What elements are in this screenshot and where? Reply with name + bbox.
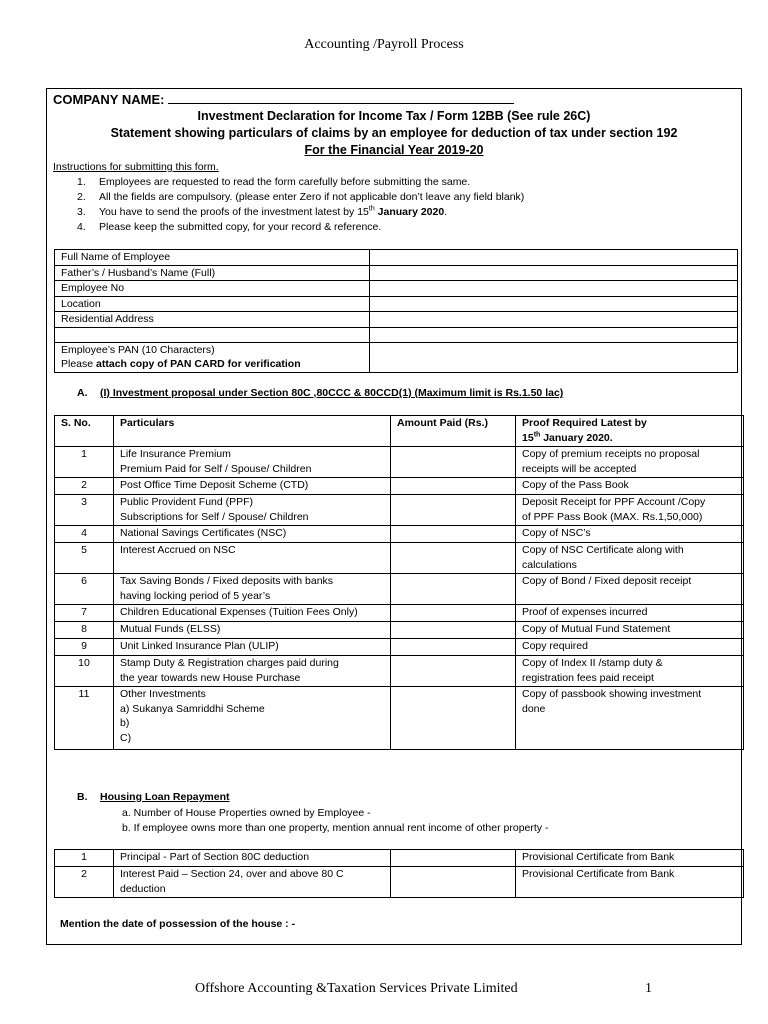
employee-field-value[interactable]	[370, 265, 738, 281]
proof-line: Provisional Certificate from Bank	[522, 868, 675, 880]
row-amount-input[interactable]	[391, 495, 516, 526]
particulars-line: having locking period of 5 year’s	[120, 589, 271, 602]
instruction-number: 1.	[77, 176, 86, 188]
section-b-letter: B.	[77, 791, 88, 803]
row-amount-input[interactable]	[391, 867, 516, 898]
proof-line: Deposit Receipt for PPF Account /Copy	[522, 496, 706, 508]
row-amount-input[interactable]	[391, 447, 516, 478]
proof-line: calculations	[522, 558, 577, 571]
row-particulars	[114, 478, 391, 495]
row-particulars	[114, 622, 391, 639]
row-proof	[516, 574, 744, 605]
proof-line: Proof of expenses incurred	[522, 606, 648, 618]
employee-pan-value[interactable]	[370, 342, 738, 372]
header-particulars: Particulars	[114, 416, 391, 447]
proof-line: receipts will be accepted	[522, 462, 637, 475]
particulars-line: deduction	[120, 882, 166, 895]
section-b-heading	[77, 791, 230, 803]
financial-year: For the Financial Year 2019-20	[304, 143, 484, 157]
instruction-item	[77, 205, 524, 220]
proof-line: Copy of NSC Certificate along with	[522, 544, 684, 556]
header-sno: S. No.	[55, 416, 114, 447]
row-proof	[516, 447, 744, 478]
row-proof	[516, 495, 744, 526]
employee-field-row	[55, 281, 738, 297]
instruction-item	[77, 175, 524, 190]
row-amount-input[interactable]	[391, 526, 516, 543]
row-proof	[516, 543, 744, 574]
row-sno: 3	[55, 495, 114, 526]
row-proof	[516, 639, 744, 656]
company-name-field[interactable]	[168, 91, 514, 104]
table-row	[55, 495, 744, 526]
row-particulars	[114, 687, 391, 750]
footer-company: Offshore Accounting &Taxation Services Private Limited	[195, 981, 518, 996]
instruction-text: Employees are requested to read the form carefully before submitting the same.	[99, 176, 471, 188]
employee-field-row	[55, 265, 738, 281]
row-particulars	[114, 639, 391, 656]
row-sno: 2	[55, 478, 114, 495]
particulars-line: Interest Paid – Section 24, over and above 80 C	[120, 868, 344, 880]
row-particulars	[114, 867, 391, 898]
header-proof	[516, 416, 744, 447]
table-row	[55, 478, 744, 495]
proof-line: Copy required	[522, 640, 588, 652]
section-a-title: (I) Investment proposal under Section 80C ,80CCC & 80CCD(1) (Maximum limit is Rs.1.50 lac)	[100, 387, 564, 399]
employee-field-label: Full Name of Employee	[55, 250, 370, 266]
row-sno: 8	[55, 622, 114, 639]
instruction-number: 2.	[77, 191, 86, 203]
row-sno: 1	[55, 447, 114, 478]
employee-field-value[interactable]	[370, 281, 738, 297]
page-number: 1	[645, 981, 652, 996]
proof-line: Provisional Certificate from Bank	[522, 851, 675, 863]
employee-field-row	[55, 327, 738, 342]
table-row	[55, 687, 744, 750]
employee-field-value[interactable]	[370, 296, 738, 312]
row-sno: 5	[55, 543, 114, 574]
row-amount-input[interactable]	[391, 605, 516, 622]
row-particulars	[114, 574, 391, 605]
row-particulars	[114, 447, 391, 478]
section-b-title: Housing Loan Repayment	[100, 791, 230, 803]
proof-line: Copy of Bond / Fixed deposit receipt	[522, 575, 692, 587]
employee-field-value[interactable]	[370, 327, 738, 342]
instruction-item	[77, 190, 524, 205]
row-amount-input[interactable]	[391, 574, 516, 605]
instruction-text: Please keep the submitted copy, for your record & reference.	[99, 221, 382, 233]
table-row	[55, 850, 744, 867]
housing-loan-table	[54, 849, 744, 898]
particulars-line: Children Educational Expenses (Tuition Fees Only)	[120, 606, 358, 618]
particulars-line: National Savings Certificates (NSC)	[120, 527, 287, 539]
investment-table-header	[55, 416, 744, 447]
instruction-bold: January 2020	[374, 206, 445, 218]
particulars-line: Interest Accrued on NSC	[120, 544, 236, 556]
particulars-line: b)	[120, 717, 130, 729]
form-subtitle: Statement showing particulars of claims by an employee for deduction of tax under section 192	[110, 126, 678, 140]
instruction-number: 4.	[77, 221, 86, 233]
table-row	[55, 526, 744, 543]
row-proof	[516, 622, 744, 639]
employee-field-row	[55, 250, 738, 266]
particulars-line: Post Office Time Deposit Scheme (CTD)	[120, 479, 309, 491]
pan-line1: Employee’s PAN (10 Characters)	[61, 343, 215, 356]
instruction-number: 3.	[77, 206, 86, 218]
instruction-text: All the fields are compulsory. (please enter Zero if not applicable don’t leave any field blank)	[99, 191, 525, 203]
instruction-tail: .	[444, 206, 448, 218]
row-particulars	[114, 656, 391, 687]
row-proof	[516, 605, 744, 622]
header-proof-line1: Proof Required Latest by	[522, 417, 647, 429]
header-proof-line2: 15th January 2020.	[522, 431, 613, 444]
proof-line: done	[522, 702, 546, 715]
form-frame	[46, 88, 742, 945]
employee-field-value[interactable]	[370, 312, 738, 328]
form-title: Investment Declaration for Income Tax / Form 12BB (See rule 26C)	[197, 109, 591, 123]
row-proof	[516, 656, 744, 687]
row-particulars	[114, 495, 391, 526]
employee-pan-label	[55, 342, 370, 372]
employee-field-label: Father’s / Husband’s Name (Full)	[55, 265, 370, 281]
table-row	[55, 622, 744, 639]
page-header: Accounting /Payroll Process	[304, 37, 464, 52]
page-footer	[195, 981, 665, 997]
row-sno: 7	[55, 605, 114, 622]
particulars-line: Mutual Funds (ELSS)	[120, 623, 221, 635]
particulars-line: Unit Linked Insurance Plan (ULIP)	[120, 640, 279, 652]
particulars-line: Tax Saving Bonds / Fixed deposits with banks	[120, 575, 334, 587]
table-row	[55, 543, 744, 574]
employee-field-row	[55, 312, 738, 328]
particulars-line: a) Sukanya Samriddhi Scheme	[120, 702, 265, 715]
section-a-heading	[77, 387, 563, 399]
proof-line: Copy of NSC’s	[522, 527, 591, 539]
row-proof	[516, 867, 744, 898]
particulars-line: Principal - Part of Section 80C deduction	[120, 851, 310, 863]
row-amount-input[interactable]	[391, 850, 516, 867]
row-amount-input[interactable]	[391, 543, 516, 574]
employee-field-label	[55, 327, 370, 342]
table-row	[55, 447, 744, 478]
possession-date-label: Mention the date of possession of the house : -	[60, 918, 296, 930]
row-proof	[516, 687, 744, 750]
particulars-line: C)	[120, 731, 132, 744]
instruction-item	[77, 220, 524, 235]
row-sno: 11	[55, 687, 114, 750]
row-amount-input[interactable]	[391, 639, 516, 656]
row-particulars	[114, 526, 391, 543]
table-row	[55, 867, 744, 898]
proof-line: Copy of passbook showing investment	[522, 688, 702, 700]
table-row	[55, 574, 744, 605]
particulars-line: Life Insurance Premium	[120, 448, 231, 460]
row-particulars	[114, 605, 391, 622]
row-sno: 2	[55, 867, 114, 898]
row-sno: 1	[55, 850, 114, 867]
section-b-note: b. If employee owns more than one property, mention annual rent income of other property -	[122, 822, 549, 834]
row-amount-input[interactable]	[391, 622, 516, 639]
section-b-note: a. Number of House Properties owned by Employee -	[122, 807, 371, 819]
row-amount-input[interactable]	[391, 687, 516, 750]
table-row	[55, 639, 744, 656]
proof-line: Copy of Mutual Fund Statement	[522, 623, 671, 635]
employee-pan-row	[55, 342, 738, 372]
particulars-line: Subscriptions for Self / Spouse/ Children	[120, 510, 309, 523]
proof-line: Copy of the Pass Book	[522, 479, 629, 491]
instruction-text: You have to send the proofs of the investment latest by 15	[99, 206, 369, 218]
particulars-line: Premium Paid for Self / Spouse/ Children	[120, 462, 312, 475]
employee-field-label: Employee No	[55, 281, 370, 297]
particulars-line: Stamp Duty & Registration charges paid during	[120, 657, 339, 669]
row-amount-input[interactable]	[391, 656, 516, 687]
row-proof	[516, 850, 744, 867]
employee-field-row	[55, 296, 738, 312]
proof-line: of PPF Pass Book (MAX. Rs.1,50,000)	[522, 510, 703, 523]
employee-details-table	[54, 249, 738, 373]
employee-field-label: Location	[55, 296, 370, 312]
row-sno: 9	[55, 639, 114, 656]
instructions-title: Instructions for submitting this form.	[53, 161, 219, 173]
company-name-row	[53, 91, 514, 107]
employee-field-label: Residential Address	[55, 312, 370, 328]
company-name-label: COMPANY NAME:	[53, 92, 165, 107]
row-proof	[516, 526, 744, 543]
proof-line: Copy of premium receipts no proposal	[522, 448, 700, 460]
particulars-line: Other Investments	[120, 688, 206, 700]
header-amount: Amount Paid (Rs.)	[391, 416, 516, 447]
row-sno: 4	[55, 526, 114, 543]
proof-line: Copy of Index II /stamp duty &	[522, 657, 663, 669]
particulars-line: the year towards new House Purchase	[120, 671, 301, 684]
pan-line2: Please attach copy of PAN CARD for verification	[61, 358, 301, 370]
row-sno: 6	[55, 574, 114, 605]
row-particulars	[114, 850, 391, 867]
row-sno: 10	[55, 656, 114, 687]
employee-field-value[interactable]	[370, 250, 738, 266]
section-a-letter: A.	[77, 387, 88, 399]
row-particulars	[114, 543, 391, 574]
proof-line: registration fees paid receipt	[522, 671, 654, 684]
row-proof	[516, 478, 744, 495]
table-row	[55, 656, 744, 687]
row-amount-input[interactable]	[391, 478, 516, 495]
section-b-notes	[122, 806, 548, 836]
table-row	[55, 605, 744, 622]
instruction-sup: th	[368, 205, 375, 213]
investment-table	[54, 415, 744, 750]
instructions-list	[77, 175, 524, 235]
particulars-line: Public Provident Fund (PPF)	[120, 496, 254, 508]
